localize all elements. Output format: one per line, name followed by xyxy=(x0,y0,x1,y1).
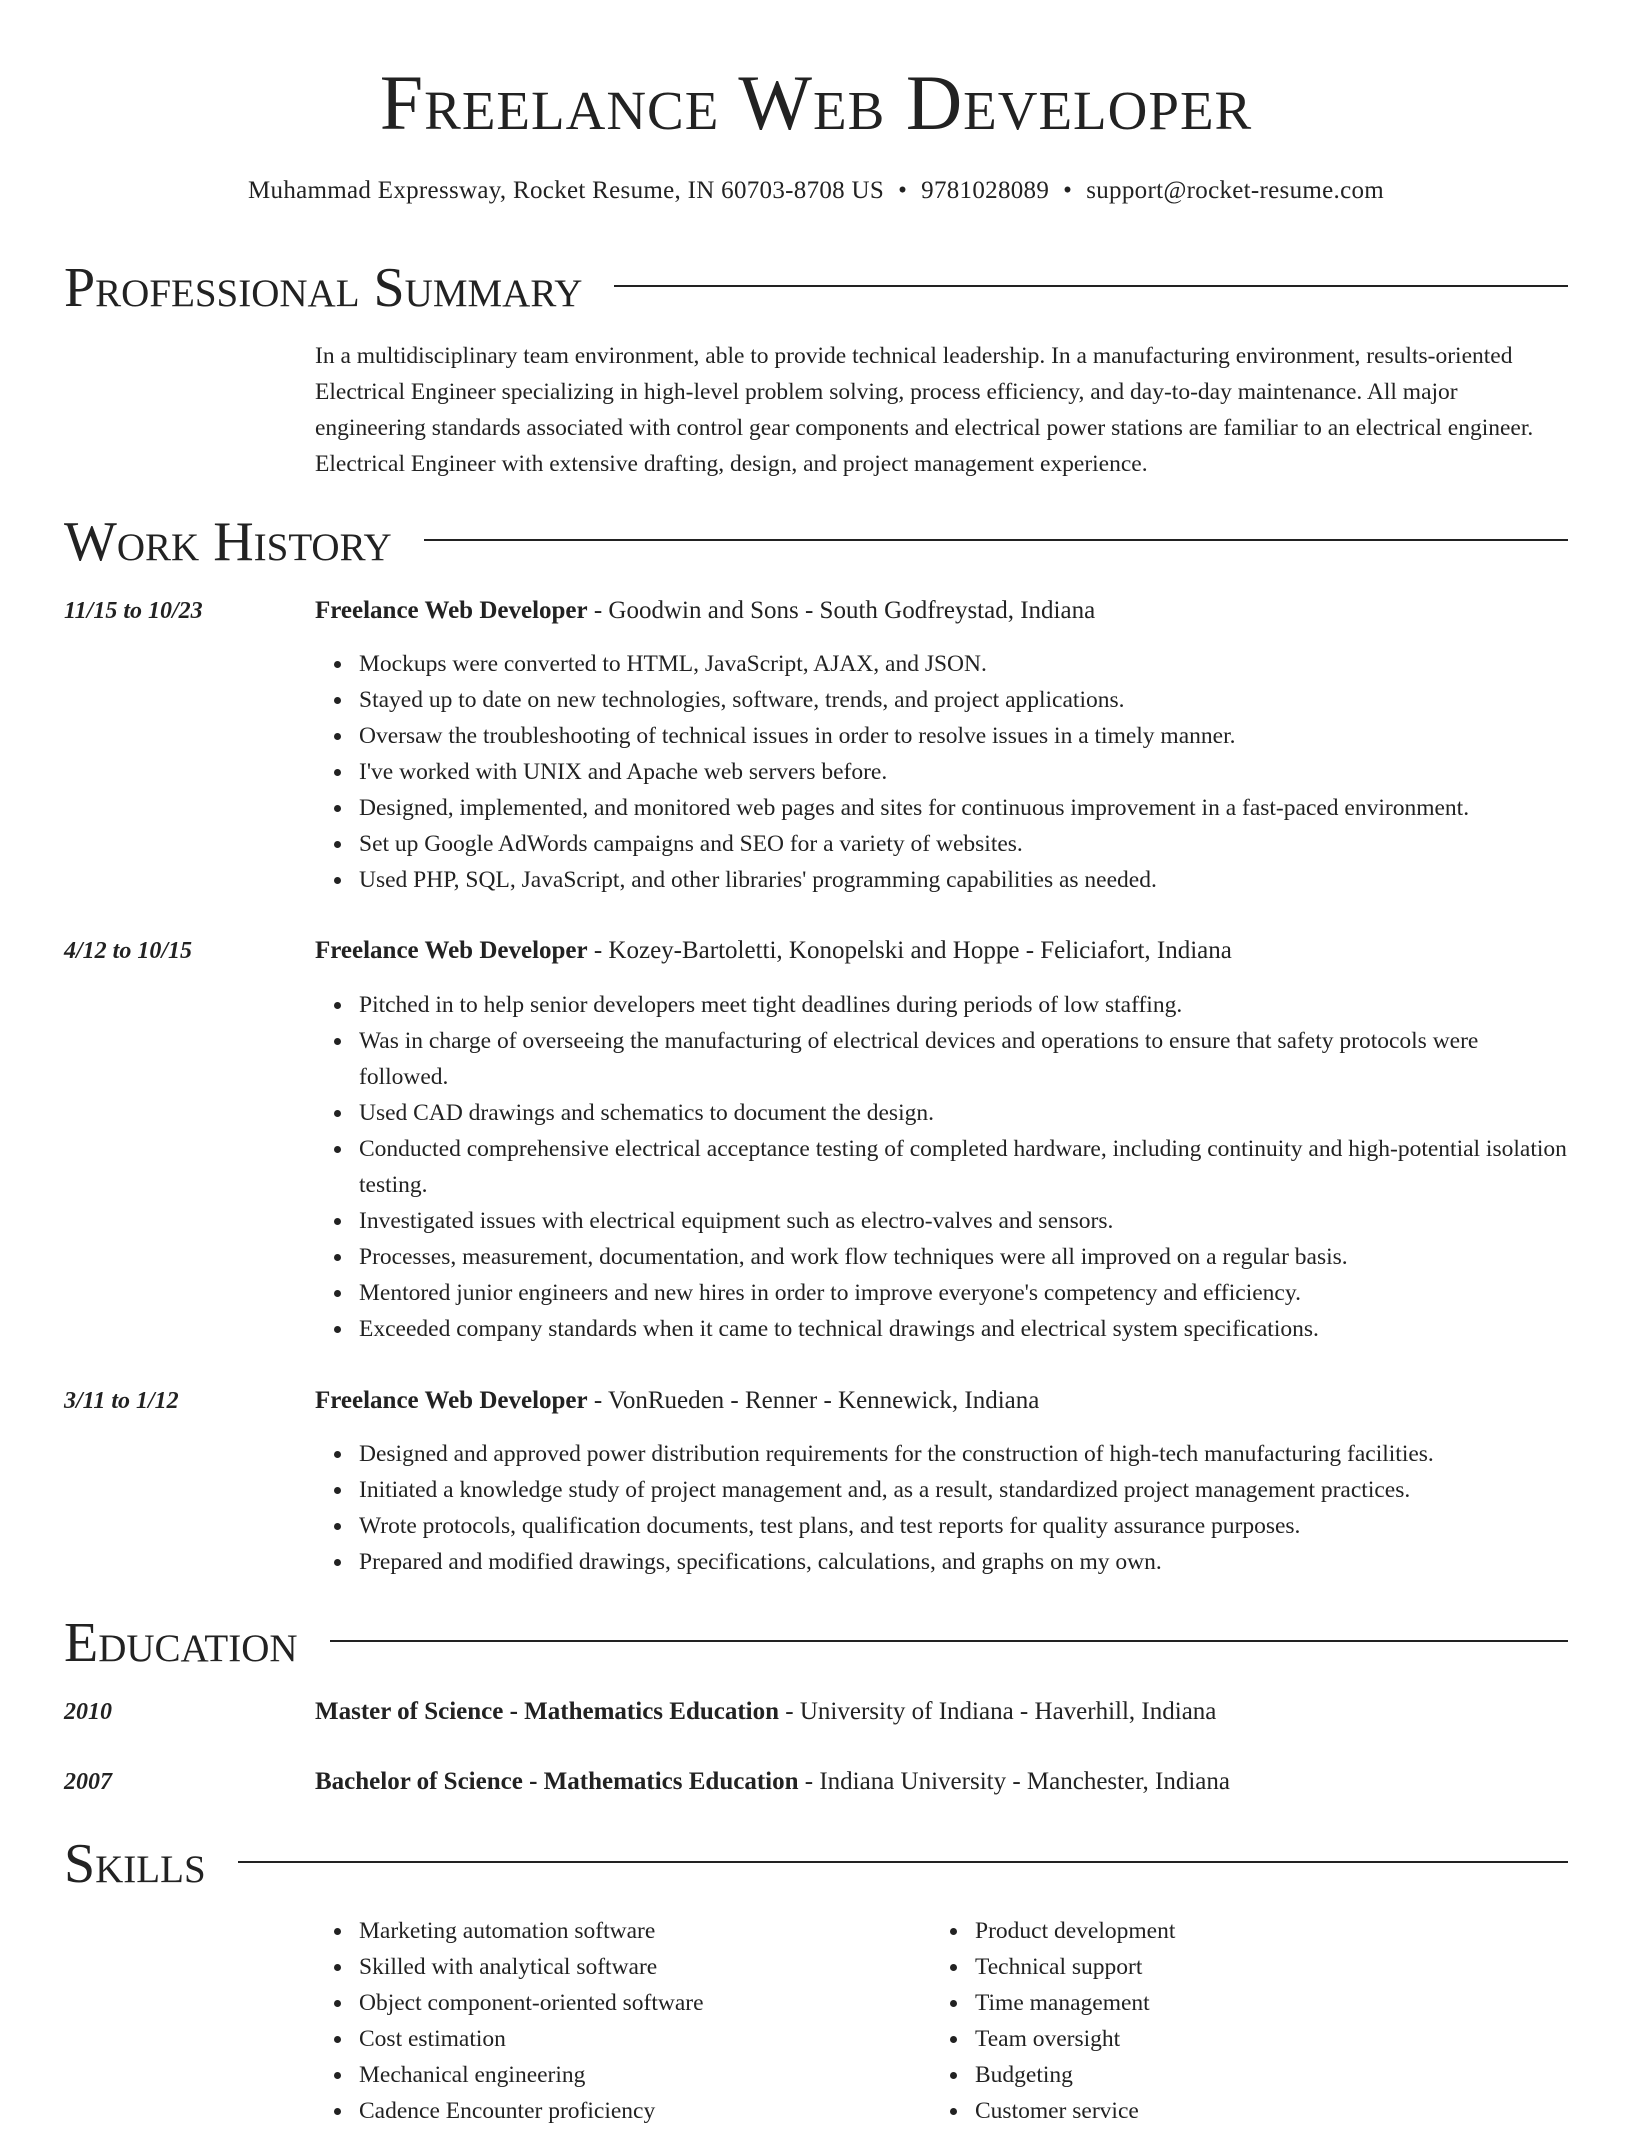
job-role-line xyxy=(315,593,1095,629)
list-item: Used PHP, SQL, JavaScript, and other libraries' programming capabilities as needed. xyxy=(359,862,1568,898)
list-item: Cadence Encounter proficiency xyxy=(359,2093,895,2129)
job-entry xyxy=(64,1383,1568,1419)
job-bullets xyxy=(315,1436,1568,1580)
skills-list-right xyxy=(931,1913,1511,2129)
list-item: I've worked with UNIX and Apache web servers before. xyxy=(359,754,1568,790)
list-item: Processes, measurement, documentation, and work flow techniques were all improved on a regular basis. xyxy=(359,1239,1568,1275)
list-item: Investigated issues with electrical equipment such as electro-valves and sensors. xyxy=(359,1203,1568,1239)
education-details: - Indiana University - Manchester, Indiana xyxy=(798,1768,1230,1795)
job-title: Freelance Web Developer xyxy=(315,937,588,964)
list-item: Was in charge of overseeing the manufacturing of electrical devices and operations to ensure that safety protocols were followed. xyxy=(359,1023,1568,1095)
list-item: Budgeting xyxy=(975,2057,1511,2093)
education-line xyxy=(315,1764,1230,1800)
contact-address: Muhammad Expressway, Rocket Resume, IN 60703-8708 US xyxy=(247,177,885,204)
job-details: - VonRueden - Renner - Kennewick, Indiana xyxy=(587,1387,1040,1414)
list-item: Marketing automation software xyxy=(359,1913,895,1949)
work-section-header xyxy=(64,507,1568,577)
list-item: Prepared and modified drawings, specifications, calculations, and graphs on my own. xyxy=(359,1544,1568,1580)
skills-section-header xyxy=(64,1829,1568,1899)
list-item: Designed and approved power distribution requirements for the construction of high-tech manufacturing facilities. xyxy=(359,1436,1568,1472)
list-item: Pitched in to help senior developers meet tight deadlines during periods of low staffing. xyxy=(359,987,1568,1023)
contact-phone: 9781028089 xyxy=(921,177,1050,204)
job-header xyxy=(64,933,1568,969)
job-entry xyxy=(64,933,1568,969)
work-heading: Work History xyxy=(64,511,392,573)
job-dates: 4/12 to 10/15 xyxy=(64,938,193,964)
list-item: Wrote protocols, qualification documents, test plans, and test reports for quality assurance purposes. xyxy=(359,1508,1568,1544)
education-degree: Master of Science - Mathematics Education xyxy=(315,1698,780,1725)
summary-section-header xyxy=(64,253,1568,323)
education-degree: Bachelor of Science - Mathematics Education xyxy=(315,1768,799,1795)
contact-separator: • xyxy=(1063,177,1073,204)
job-bullets xyxy=(315,646,1568,898)
contact-email: support@rocket-resume.com xyxy=(1086,177,1385,204)
section-divider xyxy=(424,539,1568,541)
education-row xyxy=(64,1694,1568,1730)
job-role-line xyxy=(315,933,1232,969)
list-item: Oversaw the troubleshooting of technical issues in order to resolve issues in a timely manner. xyxy=(359,718,1568,754)
education-heading: Education xyxy=(64,1612,298,1674)
job-details: - Kozey-Bartoletti, Konopelski and Hoppe - Feliciafort, Indiana xyxy=(587,937,1232,964)
education-year: 2007 xyxy=(64,1769,112,1795)
skills-heading: Skills xyxy=(64,1833,206,1895)
list-item: Mentored junior engineers and new hires in order to improve everyone's competency and efficiency. xyxy=(359,1275,1568,1311)
resume-title: Freelance Web Developer xyxy=(379,59,1253,146)
education-section-header xyxy=(64,1608,1568,1678)
job-details: - Goodwin and Sons - South Godfreystad, Indiana xyxy=(587,597,1096,624)
job-entry xyxy=(64,593,1568,629)
list-item: Object component-oriented software xyxy=(359,1985,895,2021)
list-item: Skilled with analytical software xyxy=(359,1949,895,1985)
list-item: Product development xyxy=(975,1913,1511,1949)
summary-heading: Professional Summary xyxy=(64,257,583,319)
section-divider xyxy=(238,1861,1568,1863)
summary-text: In a multidisciplinary team environment, able to provide technical leadership. In a manufacturing environment, results-oriented Electrical Engineer specializing in high-level problem solving, process efficiency, and day-to-day maintenance. All major engineering standards associated with control gear components and electrical power stations are familiar to an electrical engineer. Electrical Engineer with extensive drafting, design, and project management experience. xyxy=(315,343,1534,477)
education-line xyxy=(315,1694,1216,1730)
job-dates: 3/11 to 1/12 xyxy=(64,1388,179,1414)
contact-line xyxy=(64,174,1568,208)
list-item: Team oversight xyxy=(975,2021,1511,2057)
list-item: Cost estimation xyxy=(359,2021,895,2057)
skills-list-left xyxy=(315,1913,895,2129)
list-item: Technical support xyxy=(975,1949,1511,1985)
education-entry xyxy=(64,1764,1568,1800)
job-role-line xyxy=(315,1383,1039,1419)
list-item: Set up Google AdWords campaigns and SEO for a variety of websites. xyxy=(359,826,1568,862)
list-item: Mockups were converted to HTML, JavaScript, AJAX, and JSON. xyxy=(359,646,1568,682)
list-item: Mechanical engineering xyxy=(359,2057,895,2093)
job-title: Freelance Web Developer xyxy=(315,1387,588,1414)
job-dates: 11/15 to 10/23 xyxy=(64,598,203,624)
list-item: Stayed up to date on new technologies, software, trends, and project applications. xyxy=(359,682,1568,718)
education-year: 2010 xyxy=(64,1699,112,1725)
list-item: Time management xyxy=(975,1985,1511,2021)
list-item: Conducted comprehensive electrical acceptance testing of completed hardware, including continuity and high-potential isolation testing. xyxy=(359,1131,1568,1203)
list-item: Used CAD drawings and schematics to document the design. xyxy=(359,1095,1568,1131)
job-title: Freelance Web Developer xyxy=(315,597,588,624)
list-item: Exceeded company standards when it came to technical drawings and electrical system specifications. xyxy=(359,1311,1568,1347)
section-divider xyxy=(330,1640,1568,1642)
contact-separator: • xyxy=(898,177,908,204)
section-divider xyxy=(614,285,1568,287)
list-item: Initiated a knowledge study of project management and, as a result, standardized project management practices. xyxy=(359,1472,1568,1508)
job-bullets xyxy=(315,987,1568,1347)
education-details: - University of Indiana - Haverhill, Indiana xyxy=(779,1698,1217,1725)
education-row xyxy=(64,1764,1568,1800)
list-item: Customer service xyxy=(975,2093,1511,2129)
education-entry xyxy=(64,1694,1568,1730)
list-item: Designed, implemented, and monitored web pages and sites for continuous improvement in a fast-paced environment. xyxy=(359,790,1568,826)
job-header xyxy=(64,1383,1568,1419)
job-header xyxy=(64,593,1568,629)
